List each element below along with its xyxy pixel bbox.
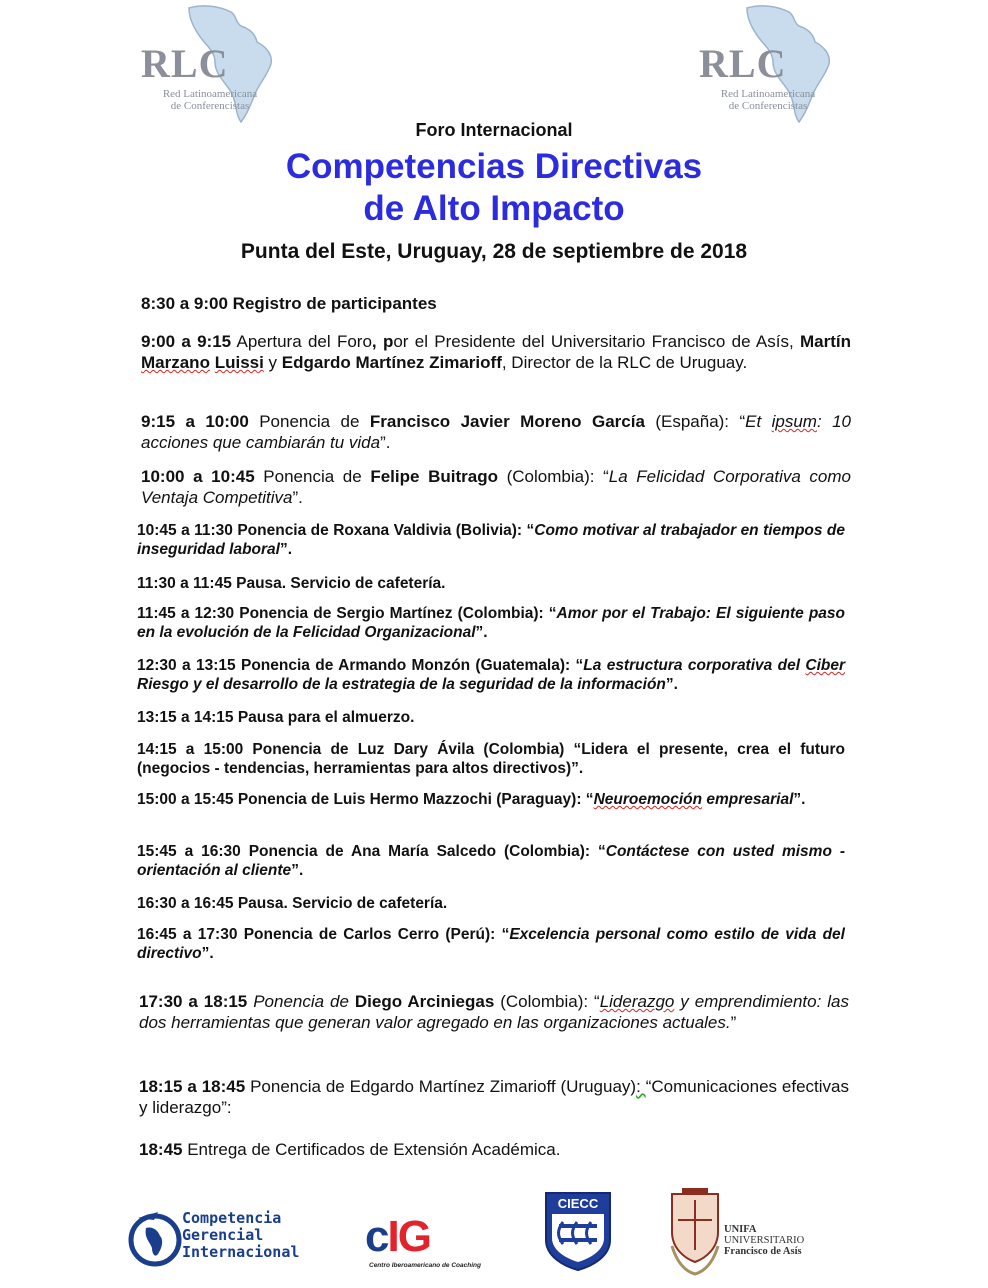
agenda-item-certificates: 18:45 Entrega de Certificados de Extensión Académica. [139,1140,561,1159]
agenda-item-mazzochi: 15:00 a 15:45 Ponencia de Luis Hermo Mazzochi (Paraguay): “Neuroemoción empresarial”. [137,791,806,808]
rlc-subtitle: Red Latinoamericana de Conferencistas [162,88,258,112]
cig-logo [365,1212,485,1274]
agenda-item-zimarioff: 18:15 a 18:45 Ponencia de Edgardo Martínez Zimarioff (Uruguay): “Comunicaciones efectivas y liderazgo”: [139,1077,849,1117]
crest-icon [668,1186,722,1276]
unifa-logo [668,1186,828,1276]
forum-label: Foro Internacional [415,120,573,140]
agenda-item-registration: 8:30 a 9:00 Registro de participantes [141,294,437,313]
agenda-item-salcedo: 15:45 a 16:30 Ponencia de Ana María Salcedo (Colombia): “Contáctese con usted mismo - orientación al cliente”. [137,843,846,879]
rlc-letters: RLC [141,41,229,86]
agenda-item-buitrago: 10:00 a 10:45 Ponencia de Felipe Buitrago (Colombia): “La Felicidad Corporativa como Ventaja Competitiva”. [141,467,852,507]
cig-wordmark: cIG [365,1212,430,1261]
cgi-wordmark: Competencia Gerencial Internacional [182,1209,300,1261]
agenda-item-opening: 9:00 a 9:15 Apertura del Foro, por el Presidente del Universitario Francisco de Asís, Martín Marzano Luissi y Edgardo Martínez Zimarioff, Director de la RLC de Uruguay. [141,332,851,372]
agenda-item-cerro: 16:45 a 17:30 Ponencia de Carlos Cerro (Perú): “Excelencia personal como estilo de vida del directivo”. [137,926,845,962]
event-location-date: Punta del Este, Uruguay, 28 de septiembre de 2018 [240,240,748,263]
globe-arrow-icon [128,1206,184,1272]
agenda-item-lunch: 13:15 a 14:15 Pausa para el almuerzo. [137,709,415,726]
agenda-item-moreno: 9:15 a 10:00 Ponencia de Francisco Javier Moreno García (España): “Et ipsum: 10 acciones que cambiarán tu vida”. [141,412,852,452]
agenda-item-arciniegas: 17:30 a 18:15 Ponencia de Diego Arciniegas (Colombia): “Liderazgo y emprendimiento: las dos herramientas que generan valor agregado en las organizaciones actuales.” [139,992,849,1032]
ciecc-wordmark: CIECC [557,1196,599,1211]
competencia-gerencial-logo [128,1204,318,1274]
unifa-wordmark: UNIFA UNIVERSITARIO Francisco de Asís [724,1224,805,1257]
agenda-item-valdivia: 10:45 a 11:30 Ponencia de Roxana Valdivia (Bolivia): “Como motivar al trabajador en tiempos de inseguridad laboral”. [137,522,846,558]
agenda-item-monzon: 12:30 a 13:15 Ponencia de Armando Monzón (Guatemala): “La estructura corporativa del Ciber Riesgo y el desarrollo de la estrategia de la seguridad de la información”. [137,657,845,693]
ciecc-logo [543,1190,613,1272]
rlc-logo-left [135,2,285,124]
agenda-item-martinez: 11:45 a 12:30 Ponencia de Sergio Martínez (Colombia): “Amor por el Trabajo: El siguiente paso en la evolución de la Felicidad Organizacional”. [137,605,845,641]
rlc-letters: RLC [699,41,787,86]
agenda-item-break-coffee-2: 16:30 a 16:45 Pausa. Servicio de cafetería. [137,895,448,912]
agenda-item-avila: 14:15 a 15:00 Ponencia de Luz Dary Ávila (Colombia) “Lidera el presente, crea el futuro (negocios - tendencias, herramientas para altos directivos)”. [137,741,845,777]
event-title: Competencias Directivas de Alto Impacto [285,147,703,228]
rlc-subtitle: Red Latinoamericana de Conferencistas [720,88,816,112]
rlc-logo-right [693,2,843,124]
agenda-item-break-coffee-1: 11:30 a 11:45 Pausa. Servicio de cafetería. [137,575,446,592]
cig-subtitle: Centro Iberoamericano de Coaching [369,1262,481,1269]
